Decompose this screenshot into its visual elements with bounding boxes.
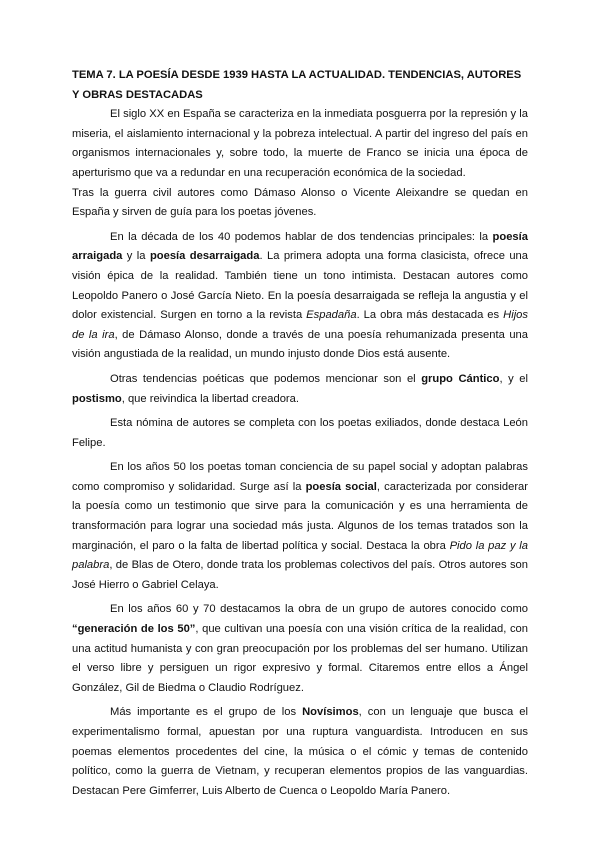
term-grupo-cantico: grupo Cántico xyxy=(421,372,500,385)
term-generacion-50: “generación de los 50” xyxy=(72,623,196,636)
paragraph-text: . La primera adopta una forma clasicista, ofrece una visión épica de la realidad. También tiene un tono intimista. Destacan autores como Leopoldo Panero o José García Nieto. En la poesía desarraigada se refleja la angustia y el dolor existencial. Surgen en torno a la revista xyxy=(72,250,528,322)
title-pido-la-paz: Pido la paz y la palabra xyxy=(72,539,528,572)
paragraph-novisimos xyxy=(72,703,528,801)
term-poesia-desarraigada: poesía desarraigada xyxy=(149,250,260,263)
paragraph-text: , y el xyxy=(499,372,528,385)
paragraph-anos-50 xyxy=(72,458,528,595)
paragraph-text: En los años 60 y 70 destacamos la obra de un grupo de autores conocido como xyxy=(110,603,528,616)
paragraph-text: , de Dámaso Alonso, donde a través de una poesía rehumanizada presenta una visión angustiada de la realidad, un mundo injusto donde Dios está ausente. xyxy=(72,328,528,361)
paragraph-otras-tendencias xyxy=(72,370,528,409)
paragraph-text: , que cultivan una poesía con una visión crítica de la realidad, con una actitud humanista y con gran preocupación por los problemas del ser humano. Utilizan el verso libre y persiguen un rigor expresivo y formal. Citaremos entre ellos a Ángel González, Gil de Biedma o Claudio Rodríguez. xyxy=(72,623,528,694)
paragraph-guerra-civil xyxy=(72,184,528,223)
term-novisimos: Novísimos xyxy=(302,706,359,719)
paragraph-text: En los años 50 los poetas toman conciencia de su papel social y adoptan palabras como compromiso y solidaridad. Surge así la xyxy=(72,461,528,493)
document-title: TEMA 7. LA POESÍA DESDE 1939 HASTA LA ACTUALIDAD. TENDENCIAS, AUTORES Y OBRAS DESTACADAS xyxy=(72,69,522,101)
term-poesia-arraigada: poesía arraigada xyxy=(72,230,528,263)
term-poesia-social: poesía social xyxy=(305,480,377,493)
title-espadana: Espadaña xyxy=(306,309,357,322)
paragraph-posguerra xyxy=(72,105,528,183)
title-hijos-de-la-ira: Hijos de la ira xyxy=(72,309,528,341)
paragraph-text: El siglo XX en España se caracteriza en la inmediata posguerra por la represión y la miseria, el aislamiento internacional y la pobreza intelectual. A partir del ingreso del país en organismos internacionales y, sobre todo, la muerte de Franco se inicia una época de aperturismo que va a redundar en una recuperación económica de la sociedad. xyxy=(72,108,528,179)
paragraph-text: En la década de los 40 podemos hablar de dos tendencias principales: la xyxy=(110,230,493,243)
paragraph-text: , con un lenguaje que busca el experimentalismo formal, apuestan por una ruptura vanguardista. Introducen en sus poemas elementos procedentes del cine, la música o el cómic y temas de contenido político, como la guerra de Vietnam, y recuperan elementos propios de las vanguardias. Destacan Pere Gimferrer, Luis Alberto de Cuenca o Leopoldo María Panero. xyxy=(72,706,528,797)
paragraph-anos-60-70 xyxy=(72,600,528,698)
paragraph-text: Tras la guerra civil autores como Dámaso Alonso o Vicente Aleixandre se quedan en España y sirven de guía para los poetas jóvenes. xyxy=(72,186,528,219)
paragraph-text: y la xyxy=(122,250,150,263)
paragraph-text: , caracterizada por considerar la poesía como un testimonio que sirve para la comunicación y es una herramienta de transformación para lograr una sociedad más justa. Algunos de los temas tratados son la marginación, el paro o la falta de libertad política y social. Destaca la obra xyxy=(72,480,528,552)
paragraph-text: , de Blas de Otero, donde trata los problemas colectivos del país. Otros autores son José Hierro o Gabriel Celaya. xyxy=(72,559,528,591)
paragraph-decada-40 xyxy=(72,228,528,365)
paragraph-text: Más importante es el grupo de los xyxy=(110,706,303,719)
paragraph-text: Esta nómina de autores se completa con los poetas exiliados, donde destaca León Felipe. xyxy=(72,417,528,449)
paragraph-text: Otras tendencias poéticas que podemos mencionar son el xyxy=(110,372,422,385)
paragraph-text: , que reivindica la libertad creadora. xyxy=(121,392,299,405)
term-postismo: postismo xyxy=(72,392,122,405)
paragraph-exiliados xyxy=(72,414,528,453)
paragraph-text: . La obra más destacada es xyxy=(356,309,504,322)
document-page xyxy=(72,66,528,806)
